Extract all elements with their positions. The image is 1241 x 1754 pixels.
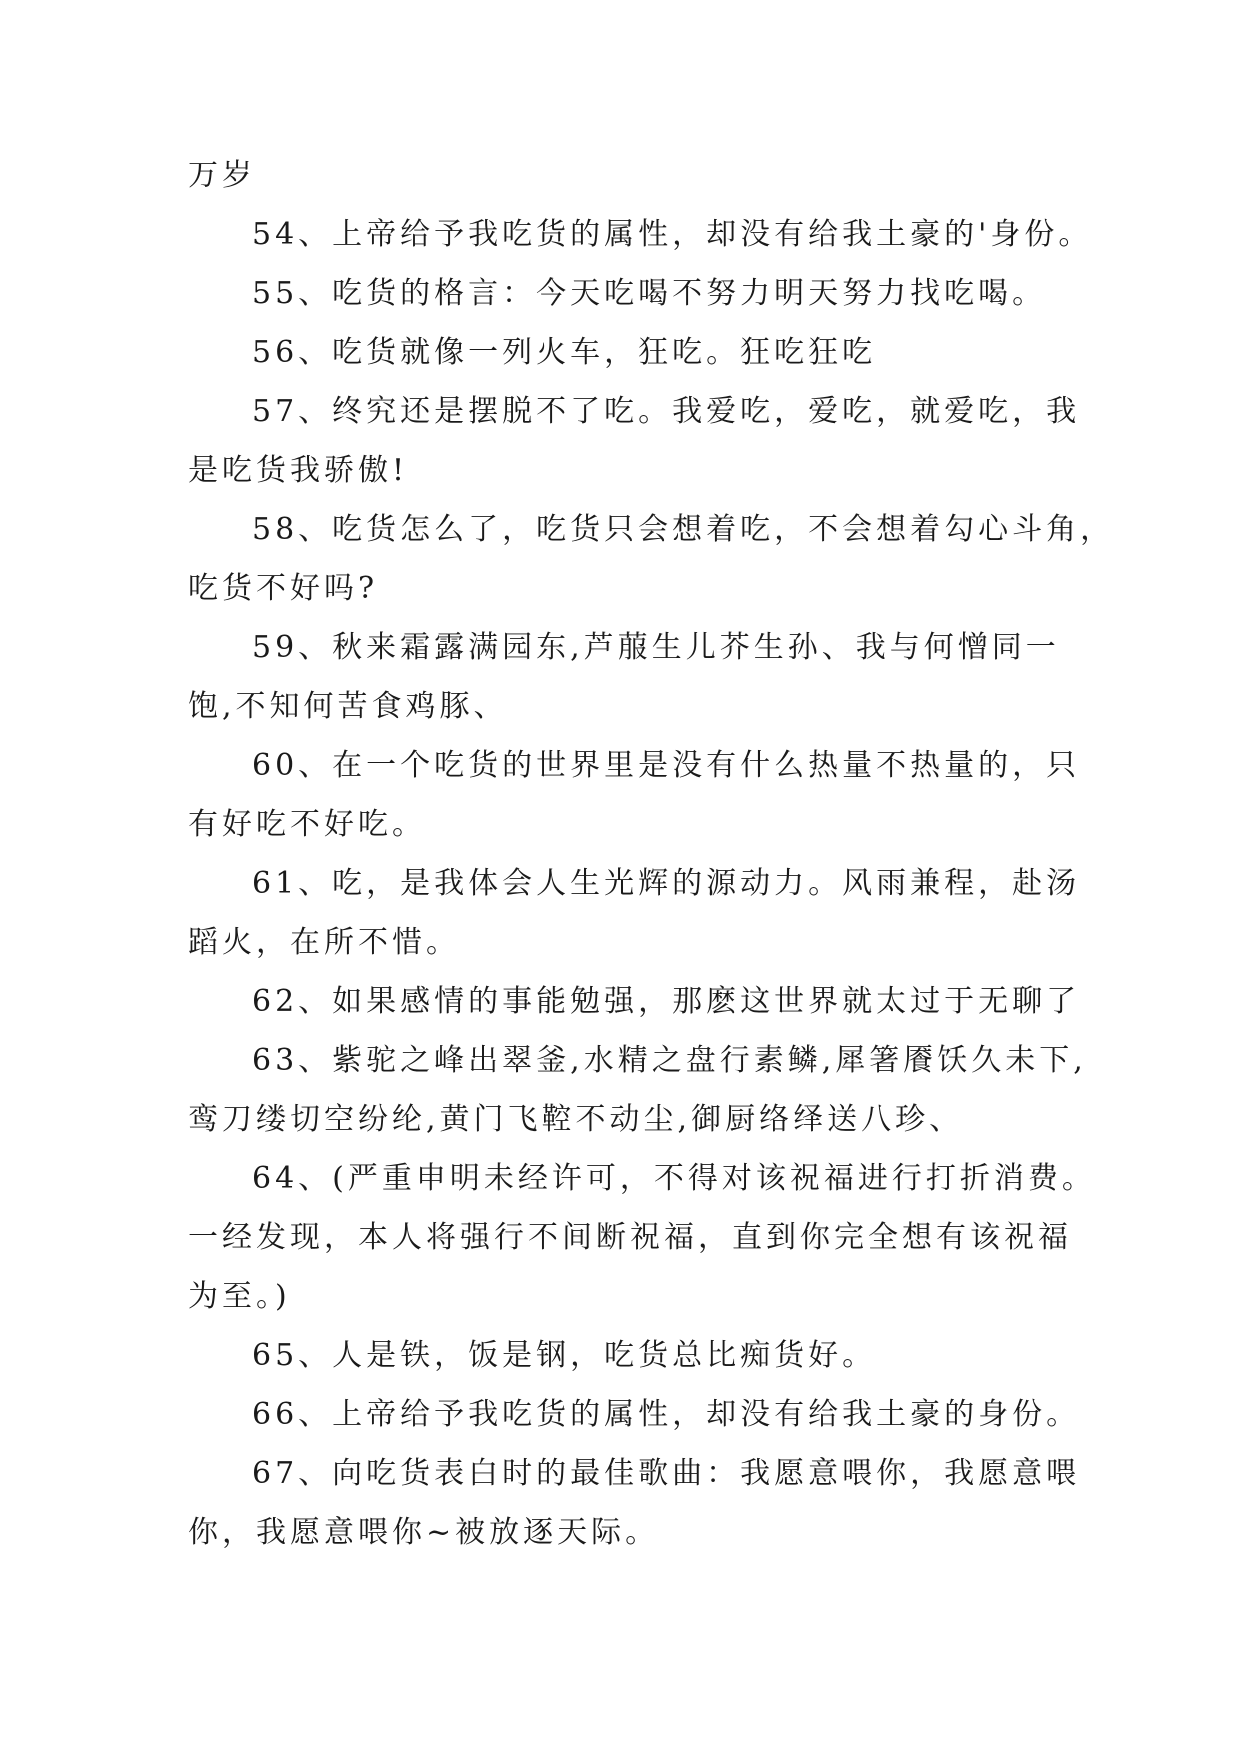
list-item-65: 65、人是铁，饭是钢，吃货总比痴货好。: [252, 1338, 877, 1373]
list-item-63: 63、紫驼之峰出翠釜,水精之盘行素鳞,犀箸餍饫久未下,: [252, 1043, 1087, 1078]
list-item-60: 60、在一个吃货的世界里是没有什么热量不热量的，只: [252, 748, 1081, 783]
list-item-54: 54、上帝给予我吃货的属性，却没有给我土豪的'身份。: [252, 217, 1093, 252]
text-line: 鸾刀缕切空纷纶,黄门飞鞚不动尘,御厨络绎送八珍、: [188, 1102, 964, 1137]
text-line: 你，我愿意喂你~被放逐天际。: [188, 1515, 660, 1550]
list-item-59: 59、秋来霜露满园东,芦菔生儿芥生孙、我与何憎同一: [252, 630, 1060, 665]
list-item-56: 56、吃货就像一列火车，狂吃。狂吃狂吃: [252, 335, 877, 370]
text-line: 一经发现，本人将强行不间断祝福，直到你完全想有该祝福: [188, 1220, 1072, 1255]
list-item-61: 61、吃，是我体会人生光辉的源动力。风雨兼程，赴汤: [252, 866, 1081, 901]
text-line: 蹈火，在所不惜。: [188, 925, 460, 960]
text-line: 有好吃不好吃。: [188, 807, 426, 842]
text-line: 为至。): [188, 1279, 291, 1314]
text-line: 吃货不好吗?: [188, 571, 379, 606]
list-item-58: 58、吃货怎么了，吃货只会想着吃，不会想着勾心斗角，: [252, 512, 1115, 547]
list-item-62: 62、如果感情的事能勉强，那麽这世界就太过于无聊了: [252, 984, 1081, 1019]
list-item-67: 67、向吃货表白时的最佳歌曲：我愿意喂你，我愿意喂: [252, 1456, 1081, 1491]
text-line: 是吃货我骄傲!: [188, 453, 409, 488]
document-body: [188, 156, 1115, 1572]
list-item-55: 55、吃货的格言：今天吃喝不努力明天努力找吃喝。: [252, 276, 1047, 311]
list-item-66: 66、上帝给予我吃货的属性，却没有给我土豪的身份。: [252, 1397, 1081, 1432]
list-item-57: 57、终究还是摆脱不了吃。我爱吃，爱吃，就爱吃，我: [252, 394, 1081, 429]
list-item-64: 64、(严重申明未经许可，不得对该祝福进行打折消费。: [252, 1161, 1096, 1196]
text-line: 万岁: [188, 158, 256, 193]
text-line: 饱,不知何苦食鸡豚、: [188, 689, 508, 724]
